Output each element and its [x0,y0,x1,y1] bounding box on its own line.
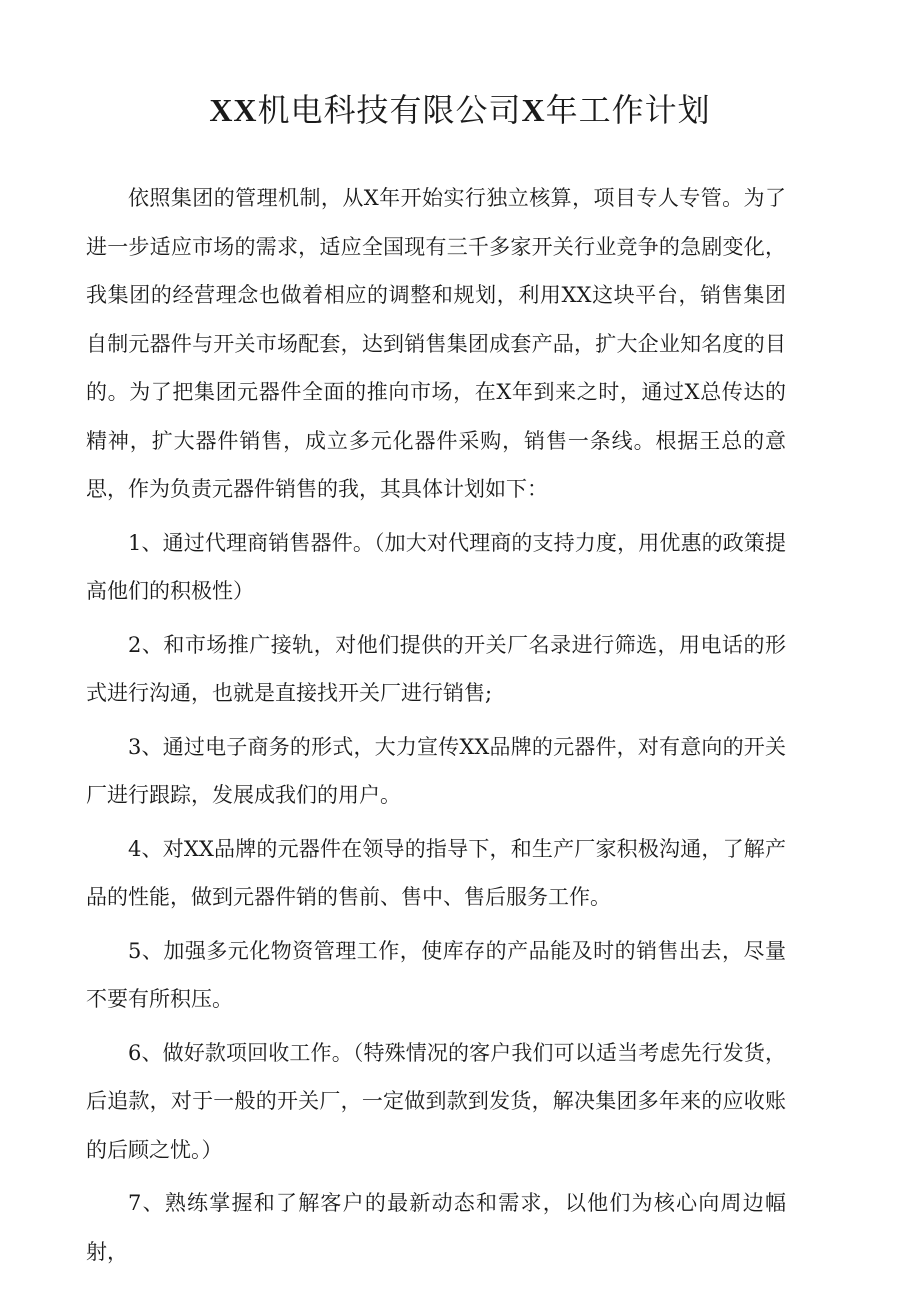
document-title [0,84,920,136]
plan-item-4: 4、对XX品牌的元器件在领导的指导下，和生产厂家积极沟通，了解产品的性能，做到元器件销的售前、售中、售后服务工作。 [86,836,786,909]
plan-item-7: 7、熟练掌握和了解客户的最新动态和需求，以他们为核心向周边幅射， [86,1191,786,1264]
intro-paragraph: 依照集团的管理机制，从X年开始实行独立核算，项目专人专管。为了进一步适应市场的需求，适应全国现有三千多家开关行业竞争的急剧变化，我集团的经营理念也做着相应的调整和规划，利用XX这块平台，销售集团自制元器件与开关市场配套，达到销售集团成套产品，扩大企业知名度的目的。为了把集团元器件全面的推向市场，在X年到来之时，通过X总传达的精神，扩大器件销售，成立多元化器件采购，销售一条线。根据王总的意思，作为负责元器件销售的我，其具体计划如下： [86,186,786,501]
plan-item-2: 2、和市场推广接轨，对他们提供的开关厂名录进行筛选，用电话的形式进行沟通，也就是直接找开关厂进行销售; [86,632,786,705]
plan-item-6: 6、做好款项回收工作。（特殊情况的客户我们可以适当考虑先行发货，后追款，对于一般的开关厂，一定做到款到发货，解决集团多年来的应收账的后顾之忧。） [86,1040,786,1162]
plan-item-3: 3、通过电子商务的形式，大力宣传XX品牌的元器件，对有意向的开关厂进行跟踪，发展成我们的用户。 [86,734,786,807]
title-company: 机电科技有限公司 [257,91,522,129]
title-year: X [521,92,546,128]
title-suffix: 年工作计划 [545,91,711,129]
plan-item-1: 1、通过代理商销售器件。（加大对代理商的支持力度，用优惠的政策提高他们的积极性） [86,530,786,603]
document-body [86,174,786,1276]
title-prefix: XX [209,92,258,128]
plan-item-5: 5、加强多元化物资管理工作，使库存的产品能及时的销售出去，尽量不要有所积压。 [86,938,786,1011]
